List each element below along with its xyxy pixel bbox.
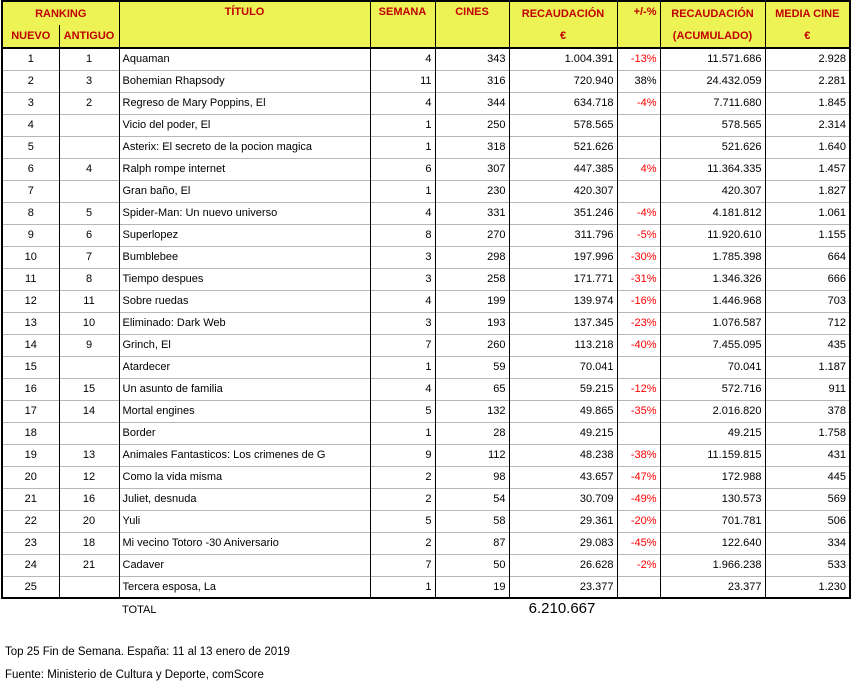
cell-cines: 298: [435, 246, 509, 268]
cell-media: 712: [765, 312, 850, 334]
table-row: [2, 488, 850, 510]
cell-ranking-antiguo: 16: [59, 488, 119, 510]
cell-acumulado: 2.016.820: [660, 400, 765, 422]
cell-semana: 7: [370, 334, 435, 356]
cell-cines: 260: [435, 334, 509, 356]
cell-acumulado: 11.159.815: [660, 444, 765, 466]
cell-acumulado: 122.640: [660, 532, 765, 554]
cell-recaudacion: 70.041: [509, 356, 617, 378]
cell-titulo: Mortal engines: [119, 400, 370, 422]
cell-titulo: Asterix: El secreto de la pocion magica: [119, 136, 370, 158]
cell-cines: 87: [435, 532, 509, 554]
cell-ranking-antiguo: 10: [59, 312, 119, 334]
cell-media: 445: [765, 466, 850, 488]
cell-recaudacion: 113.218: [509, 334, 617, 356]
cell-semana: 9: [370, 444, 435, 466]
cell-acumulado: 7.455.095: [660, 334, 765, 356]
cell-ranking-antiguo: 2: [59, 92, 119, 114]
cell-ranking-nuevo: 21: [2, 488, 59, 510]
cell-recaudacion: 48.238: [509, 444, 617, 466]
table-row: [2, 444, 850, 466]
table-row: [2, 422, 850, 444]
cell-ranking-nuevo: 2: [2, 70, 59, 92]
cell-ranking-antiguo: 4: [59, 158, 119, 180]
header-semana: SEMANA: [370, 1, 435, 48]
cell-pct: [617, 136, 660, 158]
cell-ranking-nuevo: 10: [2, 246, 59, 268]
cell-acumulado: 1.446.968: [660, 290, 765, 312]
cell-acumulado: 23.377: [660, 576, 765, 598]
cell-titulo: Juliet, desnuda: [119, 488, 370, 510]
cell-titulo: Gran baño, El: [119, 180, 370, 202]
cell-ranking-nuevo: 15: [2, 356, 59, 378]
cell-ranking-antiguo: 1: [59, 48, 119, 70]
cell-ranking-antiguo: 7: [59, 246, 119, 268]
cell-cines: 50: [435, 554, 509, 576]
cell-recaudacion: 447.385: [509, 158, 617, 180]
cell-ranking-nuevo: 24: [2, 554, 59, 576]
cell-recaudacion: 137.345: [509, 312, 617, 334]
cell-recaudacion: 197.996: [509, 246, 617, 268]
cell-semana: 5: [370, 510, 435, 532]
header-recaudacion-line1: RECAUDACIÓN: [509, 1, 617, 25]
cell-cines: 343: [435, 48, 509, 70]
cell-acumulado: 172.988: [660, 466, 765, 488]
cell-ranking-antiguo: 20: [59, 510, 119, 532]
cell-semana: 4: [370, 290, 435, 312]
cell-ranking-nuevo: 19: [2, 444, 59, 466]
cell-semana: 4: [370, 378, 435, 400]
cell-ranking-antiguo: 3: [59, 70, 119, 92]
cell-ranking-nuevo: 6: [2, 158, 59, 180]
cell-cines: 58: [435, 510, 509, 532]
cell-recaudacion: 420.307: [509, 180, 617, 202]
cell-semana: 2: [370, 488, 435, 510]
cell-cines: 230: [435, 180, 509, 202]
cell-ranking-antiguo: 11: [59, 290, 119, 312]
cell-acumulado: 578.565: [660, 114, 765, 136]
cell-semana: 1: [370, 136, 435, 158]
cell-titulo: Border: [119, 422, 370, 444]
cell-media: 1.061: [765, 202, 850, 224]
footer-source: Fuente: Ministerio de Cultura y Deporte, comScore: [5, 669, 264, 681]
cell-ranking-antiguo: 6: [59, 224, 119, 246]
total-value: 6.210.667: [528, 600, 596, 617]
cell-ranking-antiguo: 14: [59, 400, 119, 422]
cell-ranking-antiguo: [59, 180, 119, 202]
cell-semana: 1: [370, 180, 435, 202]
cell-ranking-antiguo: 18: [59, 532, 119, 554]
cell-ranking-nuevo: 23: [2, 532, 59, 554]
cell-semana: 5: [370, 400, 435, 422]
cell-titulo: Aquaman: [119, 48, 370, 70]
cell-pct: -4%: [617, 202, 660, 224]
cell-semana: 1: [370, 356, 435, 378]
cell-media: 703: [765, 290, 850, 312]
cell-pct: -30%: [617, 246, 660, 268]
cell-cines: 316: [435, 70, 509, 92]
cell-acumulado: 11.571.686: [660, 48, 765, 70]
cell-titulo: Atardecer: [119, 356, 370, 378]
cell-pct: -12%: [617, 378, 660, 400]
cell-ranking-nuevo: 16: [2, 378, 59, 400]
cell-semana: 7: [370, 554, 435, 576]
cell-acumulado: 11.920.610: [660, 224, 765, 246]
cell-pct: -47%: [617, 466, 660, 488]
cell-ranking-antiguo: 5: [59, 202, 119, 224]
cell-pct: -38%: [617, 444, 660, 466]
cell-recaudacion: 49.215: [509, 422, 617, 444]
cell-cines: 318: [435, 136, 509, 158]
cell-ranking-antiguo: 21: [59, 554, 119, 576]
cell-cines: 199: [435, 290, 509, 312]
cell-cines: 112: [435, 444, 509, 466]
cell-acumulado: 24.432.059: [660, 70, 765, 92]
table-row: [2, 246, 850, 268]
cell-ranking-nuevo: 12: [2, 290, 59, 312]
cell-cines: 344: [435, 92, 509, 114]
header-nuevo: NUEVO: [2, 25, 59, 48]
cell-recaudacion: 30.709: [509, 488, 617, 510]
cell-acumulado: 49.215: [660, 422, 765, 444]
header-titulo: TÍTULO: [119, 1, 370, 48]
table-row: [2, 48, 850, 70]
header-acumulado-line2: (ACUMULADO): [660, 25, 765, 48]
cell-pct: -2%: [617, 554, 660, 576]
cell-acumulado: 130.573: [660, 488, 765, 510]
cell-media: 506: [765, 510, 850, 532]
header-media-line2: €: [765, 25, 850, 48]
header-acumulado-line1: RECAUDACIÓN: [660, 1, 765, 25]
cell-pct: -13%: [617, 48, 660, 70]
total-label: TOTAL: [122, 604, 157, 616]
cell-titulo: Bumblebee: [119, 246, 370, 268]
cell-titulo: Tercera esposa, La: [119, 576, 370, 598]
cell-titulo: Superlopez: [119, 224, 370, 246]
cell-media: 911: [765, 378, 850, 400]
cell-pct: 4%: [617, 158, 660, 180]
cell-pct: [617, 180, 660, 202]
cell-media: 1.827: [765, 180, 850, 202]
cell-titulo: Cadaver: [119, 554, 370, 576]
cell-pct: -49%: [617, 488, 660, 510]
table-row: [2, 510, 850, 532]
cell-ranking-nuevo: 11: [2, 268, 59, 290]
table-row: [2, 554, 850, 576]
cell-titulo: Mi vecino Totoro -30 Aniversario: [119, 532, 370, 554]
cell-cines: 270: [435, 224, 509, 246]
cell-recaudacion: 43.657: [509, 466, 617, 488]
cell-titulo: Sobre ruedas: [119, 290, 370, 312]
cell-media: 431: [765, 444, 850, 466]
cell-ranking-antiguo: [59, 422, 119, 444]
cell-acumulado: 572.716: [660, 378, 765, 400]
cell-semana: 8: [370, 224, 435, 246]
cell-cines: 65: [435, 378, 509, 400]
cell-media: 378: [765, 400, 850, 422]
cell-ranking-nuevo: 4: [2, 114, 59, 136]
table-row: [2, 92, 850, 114]
cell-recaudacion: 578.565: [509, 114, 617, 136]
cell-ranking-nuevo: 9: [2, 224, 59, 246]
table-header: [2, 1, 850, 48]
cell-ranking-nuevo: 18: [2, 422, 59, 444]
cell-cines: 54: [435, 488, 509, 510]
cell-semana: 4: [370, 48, 435, 70]
cell-acumulado: 11.364.335: [660, 158, 765, 180]
cell-ranking-nuevo: 8: [2, 202, 59, 224]
cell-media: 435: [765, 334, 850, 356]
header-cines: CINES: [435, 1, 509, 48]
cell-recaudacion: 23.377: [509, 576, 617, 598]
cell-ranking-antiguo: 15: [59, 378, 119, 400]
cell-titulo: Animales Fantasticos: Los crimenes de G: [119, 444, 370, 466]
footer: [5, 641, 857, 687]
cell-ranking-nuevo: 7: [2, 180, 59, 202]
header-media-line1: MEDIA CINE: [765, 1, 850, 25]
table-row: [2, 466, 850, 488]
cell-titulo: Yuli: [119, 510, 370, 532]
cell-pct: -40%: [617, 334, 660, 356]
cell-ranking-nuevo: 17: [2, 400, 59, 422]
cell-titulo: Vicio del poder, El: [119, 114, 370, 136]
total-row: [1, 599, 857, 623]
cell-cines: 132: [435, 400, 509, 422]
cell-pct: [617, 356, 660, 378]
cell-media: 2.281: [765, 70, 850, 92]
cell-media: 1.758: [765, 422, 850, 444]
cell-semana: 3: [370, 312, 435, 334]
cell-semana: 1: [370, 114, 435, 136]
cell-recaudacion: 634.718: [509, 92, 617, 114]
cell-recaudacion: 521.626: [509, 136, 617, 158]
cell-semana: 2: [370, 532, 435, 554]
cell-media: 664: [765, 246, 850, 268]
cell-recaudacion: 351.246: [509, 202, 617, 224]
header-ranking: RANKING: [2, 1, 119, 25]
cell-media: 1.457: [765, 158, 850, 180]
cell-ranking-nuevo: 25: [2, 576, 59, 598]
cell-ranking-nuevo: 5: [2, 136, 59, 158]
cell-cines: 98: [435, 466, 509, 488]
cell-media: 2.314: [765, 114, 850, 136]
table-row: [2, 268, 850, 290]
cell-pct: [617, 114, 660, 136]
cell-recaudacion: 49.865: [509, 400, 617, 422]
table-row: [2, 70, 850, 92]
cell-titulo: Tiempo despues: [119, 268, 370, 290]
cell-acumulado: 521.626: [660, 136, 765, 158]
table-row: [2, 180, 850, 202]
cell-titulo: Grinch, El: [119, 334, 370, 356]
table-row: [2, 202, 850, 224]
cell-acumulado: 4.181.812: [660, 202, 765, 224]
cell-titulo: Ralph rompe internet: [119, 158, 370, 180]
cell-media: 533: [765, 554, 850, 576]
cell-ranking-antiguo: 12: [59, 466, 119, 488]
cell-acumulado: 1.076.587: [660, 312, 765, 334]
cell-acumulado: 1.966.238: [660, 554, 765, 576]
cell-titulo: Eliminado: Dark Web: [119, 312, 370, 334]
cell-pct: [617, 422, 660, 444]
table-row: [2, 136, 850, 158]
cell-pct: -35%: [617, 400, 660, 422]
cell-titulo: Bohemian Rhapsody: [119, 70, 370, 92]
cell-ranking-nuevo: 20: [2, 466, 59, 488]
table-row: [2, 532, 850, 554]
cell-recaudacion: 26.628: [509, 554, 617, 576]
cell-semana: 4: [370, 202, 435, 224]
table-row: [2, 290, 850, 312]
table-row: [2, 334, 850, 356]
cell-cines: 28: [435, 422, 509, 444]
cell-ranking-antiguo: [59, 136, 119, 158]
cell-ranking-antiguo: 13: [59, 444, 119, 466]
cell-acumulado: 1.346.326: [660, 268, 765, 290]
cell-pct: -31%: [617, 268, 660, 290]
cell-recaudacion: 139.974: [509, 290, 617, 312]
header-pct: +/-%: [617, 1, 660, 48]
cell-cines: 331: [435, 202, 509, 224]
cell-media: 1.187: [765, 356, 850, 378]
footer-title: Top 25 Fin de Semana. España: 11 al 13 enero de 2019: [5, 646, 290, 658]
cell-pct: -5%: [617, 224, 660, 246]
table-row: [2, 356, 850, 378]
cell-cines: 250: [435, 114, 509, 136]
cell-ranking-nuevo: 22: [2, 510, 59, 532]
cell-semana: 1: [370, 422, 435, 444]
cell-ranking-antiguo: [59, 114, 119, 136]
cell-cines: 193: [435, 312, 509, 334]
header-recaudacion-line2: €: [509, 25, 617, 48]
cell-recaudacion: 720.940: [509, 70, 617, 92]
cell-ranking-nuevo: 13: [2, 312, 59, 334]
cell-pct: -20%: [617, 510, 660, 532]
cell-media: 666: [765, 268, 850, 290]
cell-media: 1.845: [765, 92, 850, 114]
cell-recaudacion: 311.796: [509, 224, 617, 246]
cell-semana: 6: [370, 158, 435, 180]
cell-recaudacion: 29.361: [509, 510, 617, 532]
cell-acumulado: 420.307: [660, 180, 765, 202]
cell-media: 1.230: [765, 576, 850, 598]
header-antiguo: ANTIGUO: [59, 25, 119, 48]
cell-titulo: Regreso de Mary Poppins, El: [119, 92, 370, 114]
table-row: [2, 224, 850, 246]
cell-semana: 4: [370, 92, 435, 114]
cell-titulo: Spider-Man: Un nuevo universo: [119, 202, 370, 224]
cell-pct: [617, 576, 660, 598]
table-body: [2, 48, 850, 598]
cell-acumulado: 701.781: [660, 510, 765, 532]
cell-acumulado: 70.041: [660, 356, 765, 378]
cell-acumulado: 7.711.680: [660, 92, 765, 114]
cell-ranking-antiguo: 9: [59, 334, 119, 356]
cell-pct: -16%: [617, 290, 660, 312]
table-row: [2, 312, 850, 334]
cell-semana: 3: [370, 268, 435, 290]
cell-cines: 307: [435, 158, 509, 180]
cell-ranking-nuevo: 1: [2, 48, 59, 70]
cell-media: 569: [765, 488, 850, 510]
table-row: [2, 378, 850, 400]
cell-pct: -45%: [617, 532, 660, 554]
cell-acumulado: 1.785.398: [660, 246, 765, 268]
cell-recaudacion: 59.215: [509, 378, 617, 400]
cell-ranking-antiguo: 8: [59, 268, 119, 290]
cell-pct: -23%: [617, 312, 660, 334]
table-row: [2, 400, 850, 422]
box-office-table: [1, 0, 851, 599]
cell-media: 1.640: [765, 136, 850, 158]
cell-recaudacion: 1.004.391: [509, 48, 617, 70]
cell-media: 2.928: [765, 48, 850, 70]
cell-pct: 38%: [617, 70, 660, 92]
cell-cines: 19: [435, 576, 509, 598]
cell-titulo: Como la vida misma: [119, 466, 370, 488]
cell-ranking-antiguo: [59, 356, 119, 378]
cell-recaudacion: 29.083: [509, 532, 617, 554]
cell-ranking-nuevo: 14: [2, 334, 59, 356]
cell-semana: 1: [370, 576, 435, 598]
cell-cines: 258: [435, 268, 509, 290]
table-row: [2, 158, 850, 180]
cell-semana: 2: [370, 466, 435, 488]
cell-media: 334: [765, 532, 850, 554]
cell-recaudacion: 171.771: [509, 268, 617, 290]
table-row: [2, 576, 850, 598]
cell-ranking-nuevo: 3: [2, 92, 59, 114]
cell-semana: 11: [370, 70, 435, 92]
table-row: [2, 114, 850, 136]
cell-media: 1.155: [765, 224, 850, 246]
cell-titulo: Un asunto de familia: [119, 378, 370, 400]
cell-semana: 3: [370, 246, 435, 268]
cell-ranking-antiguo: [59, 576, 119, 598]
cell-pct: -4%: [617, 92, 660, 114]
cell-cines: 59: [435, 356, 509, 378]
